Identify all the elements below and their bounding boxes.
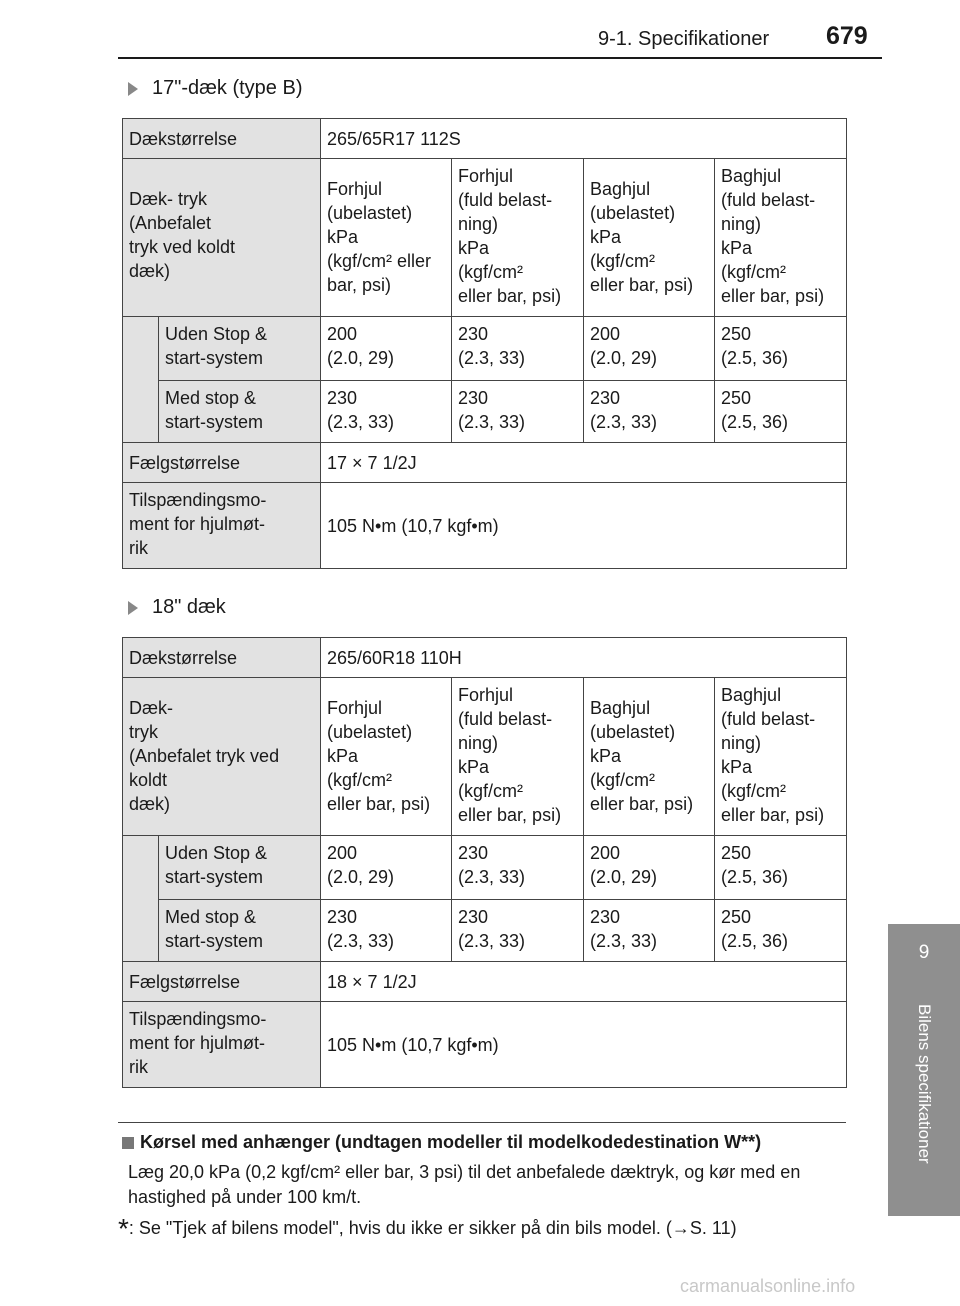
torque-label: Tilspændingsmo- ment for hjulmøt- rik [123, 483, 321, 569]
section-divider [118, 1122, 846, 1123]
tire-size-label: Dækstørrelse [123, 119, 321, 159]
trailer-note-body: Læg 20,0 kPa (0,2 kgf/cm² eller bar, 3 psi) til det anbefalede dæktryk, og kør med en hastighed på under 100 km/t. [128, 1162, 801, 1207]
table-1-heading-text: 17"-dæk (type B) [152, 77, 303, 99]
pressure-value: 250 (2.5, 36) [715, 900, 847, 962]
pressure-value: 200 (2.0, 29) [584, 317, 715, 381]
torque-value: 105 N•m (10,7 kgf•m) [321, 483, 847, 569]
torque-value: 105 N•m (10,7 kgf•m) [321, 1002, 847, 1088]
chapter-label: Bilens specifikationer [915, 1004, 934, 1164]
trailer-note-heading-text: Kørsel med anhænger (undtagen modeller til modelkodedestination W**) [140, 1132, 762, 1152]
pressure-value: 230 (2.3, 33) [452, 317, 584, 381]
pressure-column-header: Baghjul (ubelastet) kPa (kgf/cm² eller bar, psi) [584, 159, 715, 317]
row-label-start-stop: Med stop & start-system [159, 381, 321, 443]
tire-spec-table-17 [122, 118, 847, 569]
tire-pressure-label: Dæk- tryk (Anbefalet tryk ved koldt dæk) [123, 678, 321, 836]
rim-size-value: 17 × 7 1/2J [321, 443, 847, 483]
watermark: carmanualsonline.info [680, 1276, 856, 1296]
pressure-value: 230 (2.3, 33) [452, 836, 584, 900]
trailer-note-heading [122, 1132, 761, 1153]
pressure-value: 230 (2.3, 33) [584, 900, 715, 962]
pressure-column-header: Baghjul (ubelastet) kPa (kgf/cm² eller bar, psi) [584, 678, 715, 836]
tire-spec-table-18 [122, 637, 847, 1088]
table-2-heading [128, 596, 226, 619]
pressure-indent-cell [123, 836, 159, 962]
pressure-value: 200 (2.0, 29) [321, 317, 452, 381]
chapter-side-tab [888, 924, 960, 1216]
table-1-heading [128, 77, 303, 100]
footnote-star: * [118, 1213, 129, 1244]
pressure-value: 250 (2.5, 36) [715, 381, 847, 443]
header-divider [118, 57, 882, 59]
pressure-value: 230 (2.3, 33) [321, 900, 452, 962]
header-section-title: 9-1. Specifikationer [598, 28, 770, 50]
row-label-start-stop: Uden Stop & start-system [159, 317, 321, 381]
pressure-column-header: Forhjul (fuld belast- ning) kPa (kgf/cm² eller bar, psi) [452, 678, 584, 836]
triangle-bullet-icon [128, 82, 138, 96]
pressure-value: 250 (2.5, 36) [715, 836, 847, 900]
tire-pressure-label: Dæk- tryk (Anbefalet tryk ved koldt dæk) [123, 159, 321, 317]
pressure-value: 250 (2.5, 36) [715, 317, 847, 381]
row-label-start-stop: Med stop & start-system [159, 900, 321, 962]
pressure-value: 230 (2.3, 33) [321, 381, 452, 443]
row-label-start-stop: Uden Stop & start-system [159, 836, 321, 900]
rim-size-value: 18 × 7 1/2J [321, 962, 847, 1002]
tire-size-value: 265/60R18 110H [321, 638, 847, 678]
square-bullet-icon [122, 1137, 134, 1149]
pressure-value: 230 (2.3, 33) [452, 381, 584, 443]
pressure-indent-cell [123, 317, 159, 443]
rim-size-label: Fælgstørrelse [123, 443, 321, 483]
pressure-value: 230 (2.3, 33) [584, 381, 715, 443]
footnote [118, 1213, 858, 1244]
footnote-text: : Se "Tjek af bilens model", hvis du ikke er sikker på din bils model. (→S. 11) [128, 1218, 737, 1238]
pressure-column-header: Forhjul (fuld belast- ning) kPa (kgf/cm² eller bar, psi) [452, 159, 584, 317]
chapter-number: 9 [918, 942, 930, 963]
rim-size-label: Fælgstørrelse [123, 962, 321, 1002]
triangle-bullet-icon [128, 601, 138, 615]
pressure-value: 200 (2.0, 29) [584, 836, 715, 900]
pressure-column-header: Baghjul (fuld belast- ning) kPa (kgf/cm² eller bar, psi) [715, 678, 847, 836]
tire-size-label: Dækstørrelse [123, 638, 321, 678]
pressure-value: 230 (2.3, 33) [452, 900, 584, 962]
tire-size-value: 265/65R17 112S [321, 119, 847, 159]
pressure-column-header: Baghjul (fuld belast- ning) kPa (kgf/cm² eller bar, psi) [715, 159, 847, 317]
pressure-column-header: Forhjul (ubelastet) kPa (kgf/cm² eller bar, psi) [321, 678, 452, 836]
table-2-heading-text: 18" dæk [152, 596, 226, 618]
page-number: 679 [826, 22, 868, 50]
pressure-column-header: Forhjul (ubelastet) kPa (kgf/cm² eller bar, psi) [321, 159, 452, 317]
pressure-value: 200 (2.0, 29) [321, 836, 452, 900]
torque-label: Tilspændingsmo- ment for hjulmøt- rik [123, 1002, 321, 1088]
